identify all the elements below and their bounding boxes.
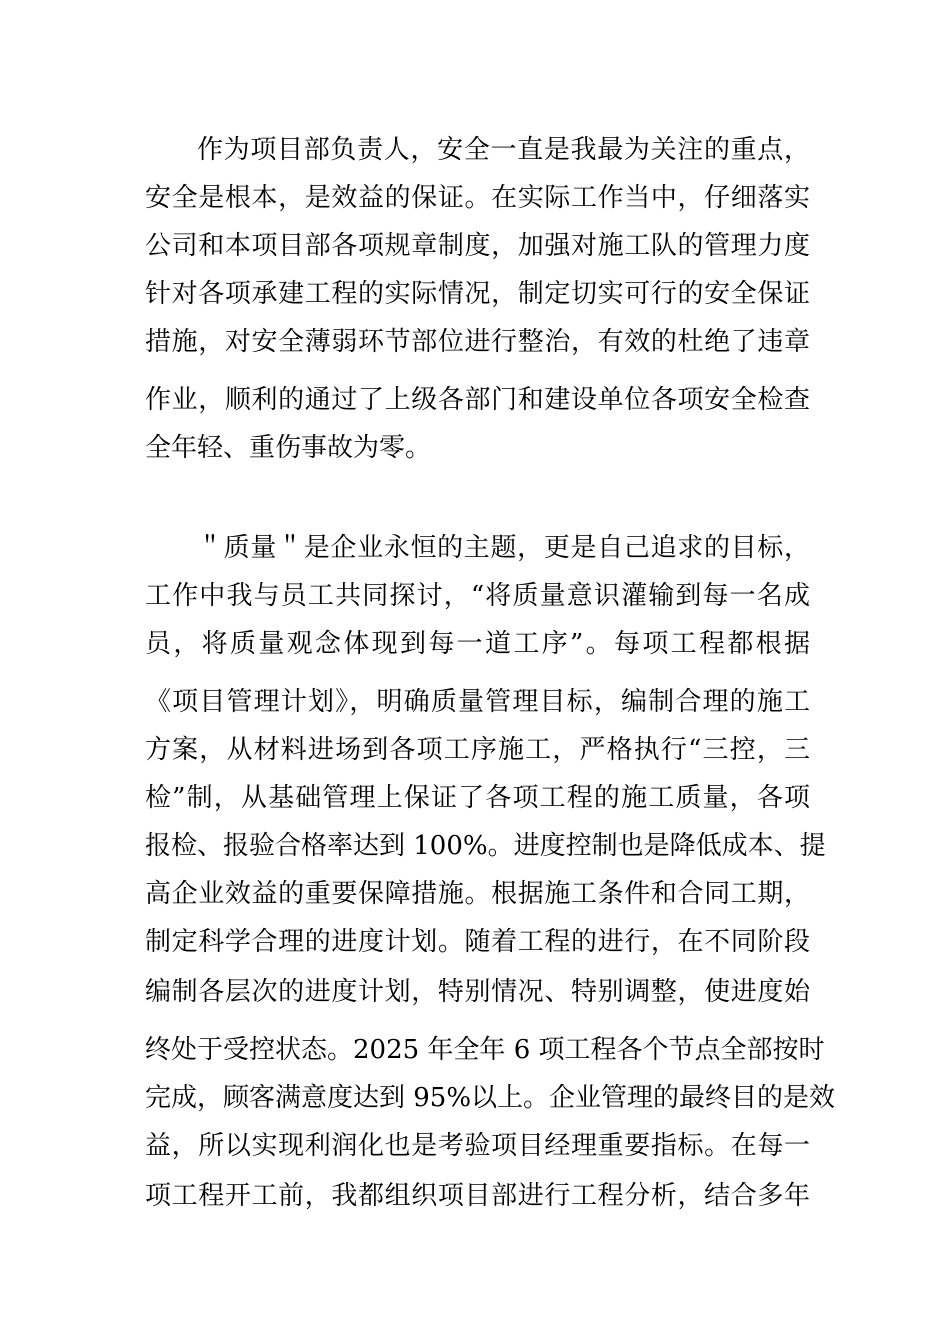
text-line: 措施，对安全薄弱环节部位进行整治，有效的杜绝了违章 (145, 327, 810, 357)
text-line: 针对各项承建工程的实际情况，制定切实可行的安全保证 (145, 279, 810, 309)
text-line: 报检、报验合格率达到 100%。进度控制也是降低成本、提 (145, 831, 826, 861)
text-line: 作为项目部负责人，安全一直是我最为关注的重点， (197, 135, 810, 165)
text-line: 益，所以实现利润化也是考验项目经理重要指标。在每一 (145, 1131, 810, 1161)
text-line: 完成，顾客满意度达到 95%以上。企业管理的最终目的是效 (145, 1083, 836, 1113)
text-line: 《项目管理计划》，明确质量管理目标，编制合理的施工 (145, 687, 810, 717)
text-line: 制定科学合理的进度计划。随着工程的进行，在不同阶段 (145, 927, 810, 957)
text-line: 高企业效益的重要保障措施。根据施工条件和合同工期， (145, 879, 810, 909)
text-line: 作业，顺利的通过了上级各部门和建设单位各项安全检查 (145, 385, 810, 415)
text-line: 项工程开工前，我都组织项目部进行工程分析，结合多年 (145, 1181, 810, 1211)
text-line: 公司和本项目部各项规章制度，加强对施工队的管理力度 (145, 231, 810, 261)
text-line: ＂质量＂是企业永恒的主题，更是自己追求的目标， (197, 533, 810, 563)
text-line: 方案，从材料进场到各项工序施工，严格执行“三控，三 (145, 735, 810, 765)
text-line: 安全是根本，是效益的保证。在实际工作当中，仔细落实 (145, 183, 810, 213)
text-line: 员，将质量观念体现到每一道工序”。每项工程都根据 (145, 629, 810, 659)
text-line: 全年轻、重伤事故为零。 (145, 433, 432, 463)
text-line: 编制各层次的进度计划，特别情况、特别调整，使进度始 (145, 977, 810, 1007)
text-line: 工作中我与员工共同探讨，“将质量意识灌输到每一名成 (145, 581, 810, 611)
text-line: 检”制，从基础管理上保证了各项工程的施工质量，各项 (145, 783, 810, 813)
text-line: 终处于受控状态。2025 年全年 6 项工程各个节点全部按时 (145, 1035, 825, 1065)
